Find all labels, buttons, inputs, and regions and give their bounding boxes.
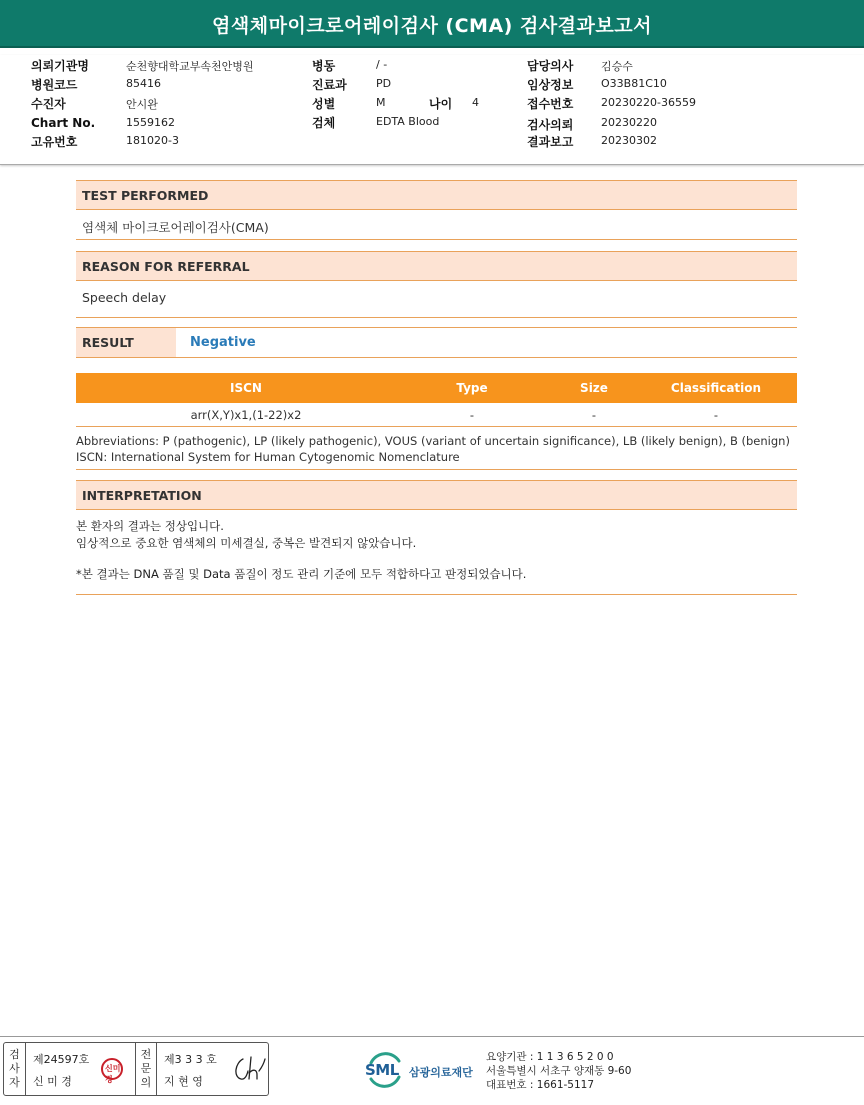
doctor-label: 담당의사	[527, 59, 574, 73]
sml-logo	[365, 1049, 485, 1089]
size-cell: -	[591, 408, 597, 422]
doctor-value: 김승수	[601, 60, 633, 73]
size-col-header: Size	[580, 381, 608, 395]
chart-no-value: 1559162	[126, 116, 175, 129]
table-row	[76, 403, 797, 427]
interpretation-line-1: 본 환자의 결과는 정상입니다.	[76, 519, 224, 533]
interpretation-note: *본 결과는 DNA 품질 및 Data 품질이 정도 관리 기준에 모두 적합하다고 판정되었습니다.	[76, 567, 527, 581]
institution-value: 순천향대학교부속천안병원	[126, 60, 254, 73]
test-performed-heading	[76, 180, 797, 210]
foundation-contact	[486, 1050, 631, 1092]
patient-value: 안시완	[126, 98, 158, 111]
sml-logo-text: SML	[365, 1061, 399, 1079]
hospital-code-value: 85416	[126, 77, 161, 90]
foundation-name: 삼광의료재단	[409, 1066, 473, 1079]
report-title-bar	[0, 0, 864, 48]
specialist-label	[135, 1043, 157, 1095]
specialist-label-char: 의	[140, 1076, 152, 1089]
referral-text: Speech delay	[82, 290, 167, 305]
department-label: 진료과	[312, 78, 347, 92]
care-institution-no: 요양기관 : 1 1 3 6 5 2 0 0	[486, 1051, 614, 1063]
referral-heading	[76, 251, 797, 281]
result-row	[76, 327, 797, 358]
specimen-label: 검체	[312, 116, 336, 130]
examiner-label-char: 검	[9, 1048, 20, 1061]
examiner-name: 신 미 경	[33, 1075, 72, 1088]
specialist-license-no: 제3 3 3 호	[164, 1053, 217, 1066]
ward-value: / -	[376, 58, 388, 71]
iscn-cell: arr(X,Y)x1,(1-22)x2	[190, 408, 302, 422]
interpretation-heading-text: INTERPRETATION	[82, 488, 202, 503]
iscn-table-header	[76, 373, 797, 403]
age-value: 4	[472, 96, 479, 109]
ward-label: 병동	[312, 59, 336, 73]
unique-no-value: 181020-3	[126, 134, 179, 147]
foundation-phone: 대표번호 : 1661-5117	[486, 1079, 595, 1091]
clinical-info-label: 임상정보	[527, 78, 574, 92]
iscn-definition-line: ISCN: International System for Human Cytogenomic Nomenclature	[76, 450, 460, 464]
unique-no-label: 고유번호	[31, 135, 78, 149]
report-date-value: 20230302	[601, 134, 657, 147]
specialist-signature	[229, 1051, 267, 1087]
result-label: RESULT	[82, 335, 134, 350]
receipt-no-value: 20230220-36559	[601, 96, 696, 109]
clinical-info-value: O33B81C10	[601, 77, 667, 90]
chart-no-label: Chart No.	[31, 116, 96, 130]
department-value: PD	[376, 77, 392, 90]
test-performed-text: 염색체 마이크로어레이검사(CMA)	[82, 220, 269, 235]
examiner-label-char: 자	[9, 1076, 20, 1089]
interpretation-line-2: 임상적으로 중요한 염색체의 미세결실, 중복은 발견되지 않았습니다.	[76, 536, 417, 550]
examiner-label	[4, 1043, 26, 1095]
referral-heading-text: REASON FOR REFERRAL	[82, 259, 250, 274]
sex-value: M	[376, 96, 386, 109]
request-date-value: 20230220	[601, 116, 657, 129]
institution-label: 의뢰기관명	[31, 59, 89, 73]
sex-label: 성별	[312, 97, 336, 111]
result-value: Negative	[190, 335, 256, 350]
specialist-label-char: 전	[140, 1048, 152, 1061]
examiner-seal-stamp	[101, 1058, 123, 1084]
report-title: 염색체마이크로어레이검사 (CMA) 검사결과보고서	[212, 15, 652, 37]
referral-body	[76, 281, 797, 318]
signature-box	[3, 1042, 269, 1096]
abbreviations	[76, 432, 797, 470]
test-performed-heading-text: TEST PERFORMED	[82, 188, 209, 203]
age-label: 나이	[429, 97, 453, 111]
classification-col-header: Classification	[670, 381, 762, 395]
examiner-label-char: 사	[9, 1062, 20, 1075]
iscn-col-header: ISCN	[230, 381, 262, 395]
specialist-label-char: 문	[140, 1062, 152, 1075]
patient-label: 수진자	[31, 97, 66, 111]
foundation-address: 서울특별시 서초구 양재동 9-60	[486, 1065, 632, 1077]
type-cell: -	[469, 408, 475, 422]
interpretation-body	[76, 511, 797, 595]
test-performed-body	[76, 210, 797, 240]
result-label-cell	[76, 328, 176, 357]
examiner-license-no: 제24597호	[33, 1053, 90, 1066]
interpretation-heading	[76, 480, 797, 510]
report-date-label: 결과보고	[527, 135, 574, 149]
classification-cell: -	[713, 408, 719, 422]
type-col-header: Type	[456, 381, 488, 395]
patient-info-header	[0, 55, 864, 165]
request-date-label: 검사의뢰	[527, 118, 574, 132]
hospital-code-label: 병원코드	[31, 78, 78, 92]
specimen-value: EDTA Blood	[376, 115, 440, 128]
specialist-name: 지 현 영	[164, 1075, 203, 1088]
abbreviations-line: Abbreviations: P (pathogenic), LP (likely pathogenic), VOUS (variant of uncertain significance), LB (likely benign), B (benign)	[76, 434, 790, 448]
receipt-no-label: 접수번호	[527, 97, 574, 111]
examiner-seal-text: 신미경	[105, 1064, 121, 1084]
report-footer	[0, 1036, 864, 1105]
